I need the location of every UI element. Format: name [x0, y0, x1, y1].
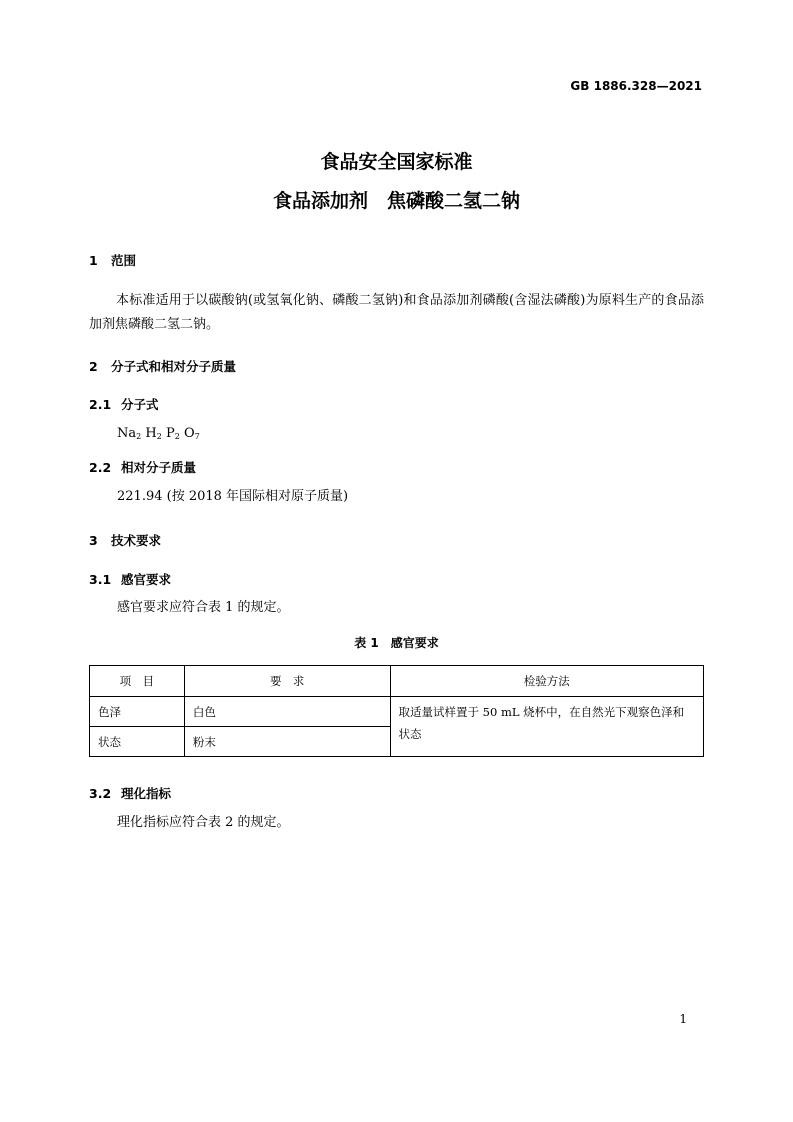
table-header: 要 求	[184, 666, 390, 697]
formula-element: P	[165, 426, 175, 441]
table-header-row	[90, 666, 704, 697]
section-2-1-heading	[89, 395, 159, 413]
section-number: 2	[89, 359, 98, 374]
section-1-heading	[89, 251, 136, 269]
document-title: 食品安全国家标准	[320, 151, 473, 173]
section-number: 1	[89, 253, 98, 268]
section-3-1-heading	[89, 570, 171, 588]
section-title: 感官要求	[121, 572, 172, 587]
page-number: 1	[679, 1012, 687, 1026]
section-number: 2.2	[89, 460, 112, 475]
section-title: 范围	[111, 253, 137, 268]
formula-subscript: 7	[194, 432, 200, 441]
table-caption: 表 1 感官要求	[354, 636, 439, 650]
section-title: 技术要求	[111, 533, 162, 548]
molecular-formula	[117, 422, 200, 449]
formula-subscript: 2	[174, 432, 180, 441]
table-header: 项 目	[90, 666, 185, 697]
section-2-2-heading	[89, 458, 196, 476]
section-number: 2.1	[89, 397, 112, 412]
sensory-requirements-table	[89, 665, 704, 757]
table-header: 检验方法	[390, 666, 703, 697]
document-subtitle: 食品添加剂 焦磷酸二氢二钠	[272, 190, 520, 212]
formula-element: O	[183, 426, 195, 441]
table-cell-item: 色泽	[90, 697, 185, 727]
table-cell-requirement: 白色	[184, 697, 390, 727]
table-row	[90, 697, 704, 727]
standard-code: GB 1886.328—2021	[570, 79, 702, 93]
formula-subscript: 2	[136, 432, 142, 441]
section-number: 3.2	[89, 786, 112, 801]
formula-subscript: 2	[156, 432, 162, 441]
section-3-2-heading	[89, 784, 171, 802]
section-number: 3.1	[89, 572, 112, 587]
section-title: 分子式	[121, 397, 159, 412]
section-3-2-text: 理化指标应符合表 2 的规定。	[117, 815, 290, 830]
section-3-heading	[89, 531, 161, 549]
section-title: 分子式和相对分子质量	[111, 359, 237, 374]
section-title: 理化指标	[121, 786, 172, 801]
section-2-heading	[89, 357, 236, 375]
section-number: 3	[89, 533, 98, 548]
table-cell-method: 取适量试样置于 50 mL 烧杯中，在自然光下观察色泽和状态	[390, 697, 703, 757]
section-title: 相对分子质量	[121, 460, 197, 475]
molecular-mass: 221.94 (按 2018 年国际相对原子质量)	[117, 489, 349, 504]
table-cell-requirement: 粉末	[184, 727, 390, 757]
formula-element: Na	[117, 426, 137, 441]
formula-element: H	[145, 426, 157, 441]
table-cell-item: 状态	[90, 727, 185, 757]
section-3-1-text: 感官要求应符合表 1 的规定。	[117, 600, 290, 615]
section-1-text: 本标准适用于以碳酸钠(或氢氧化钠、磷酸二氢钠)和食品添加剂磷酸(含湿法磷酸)为原料生产的食品添加剂焦磷酸二氢二钠。	[89, 293, 704, 332]
